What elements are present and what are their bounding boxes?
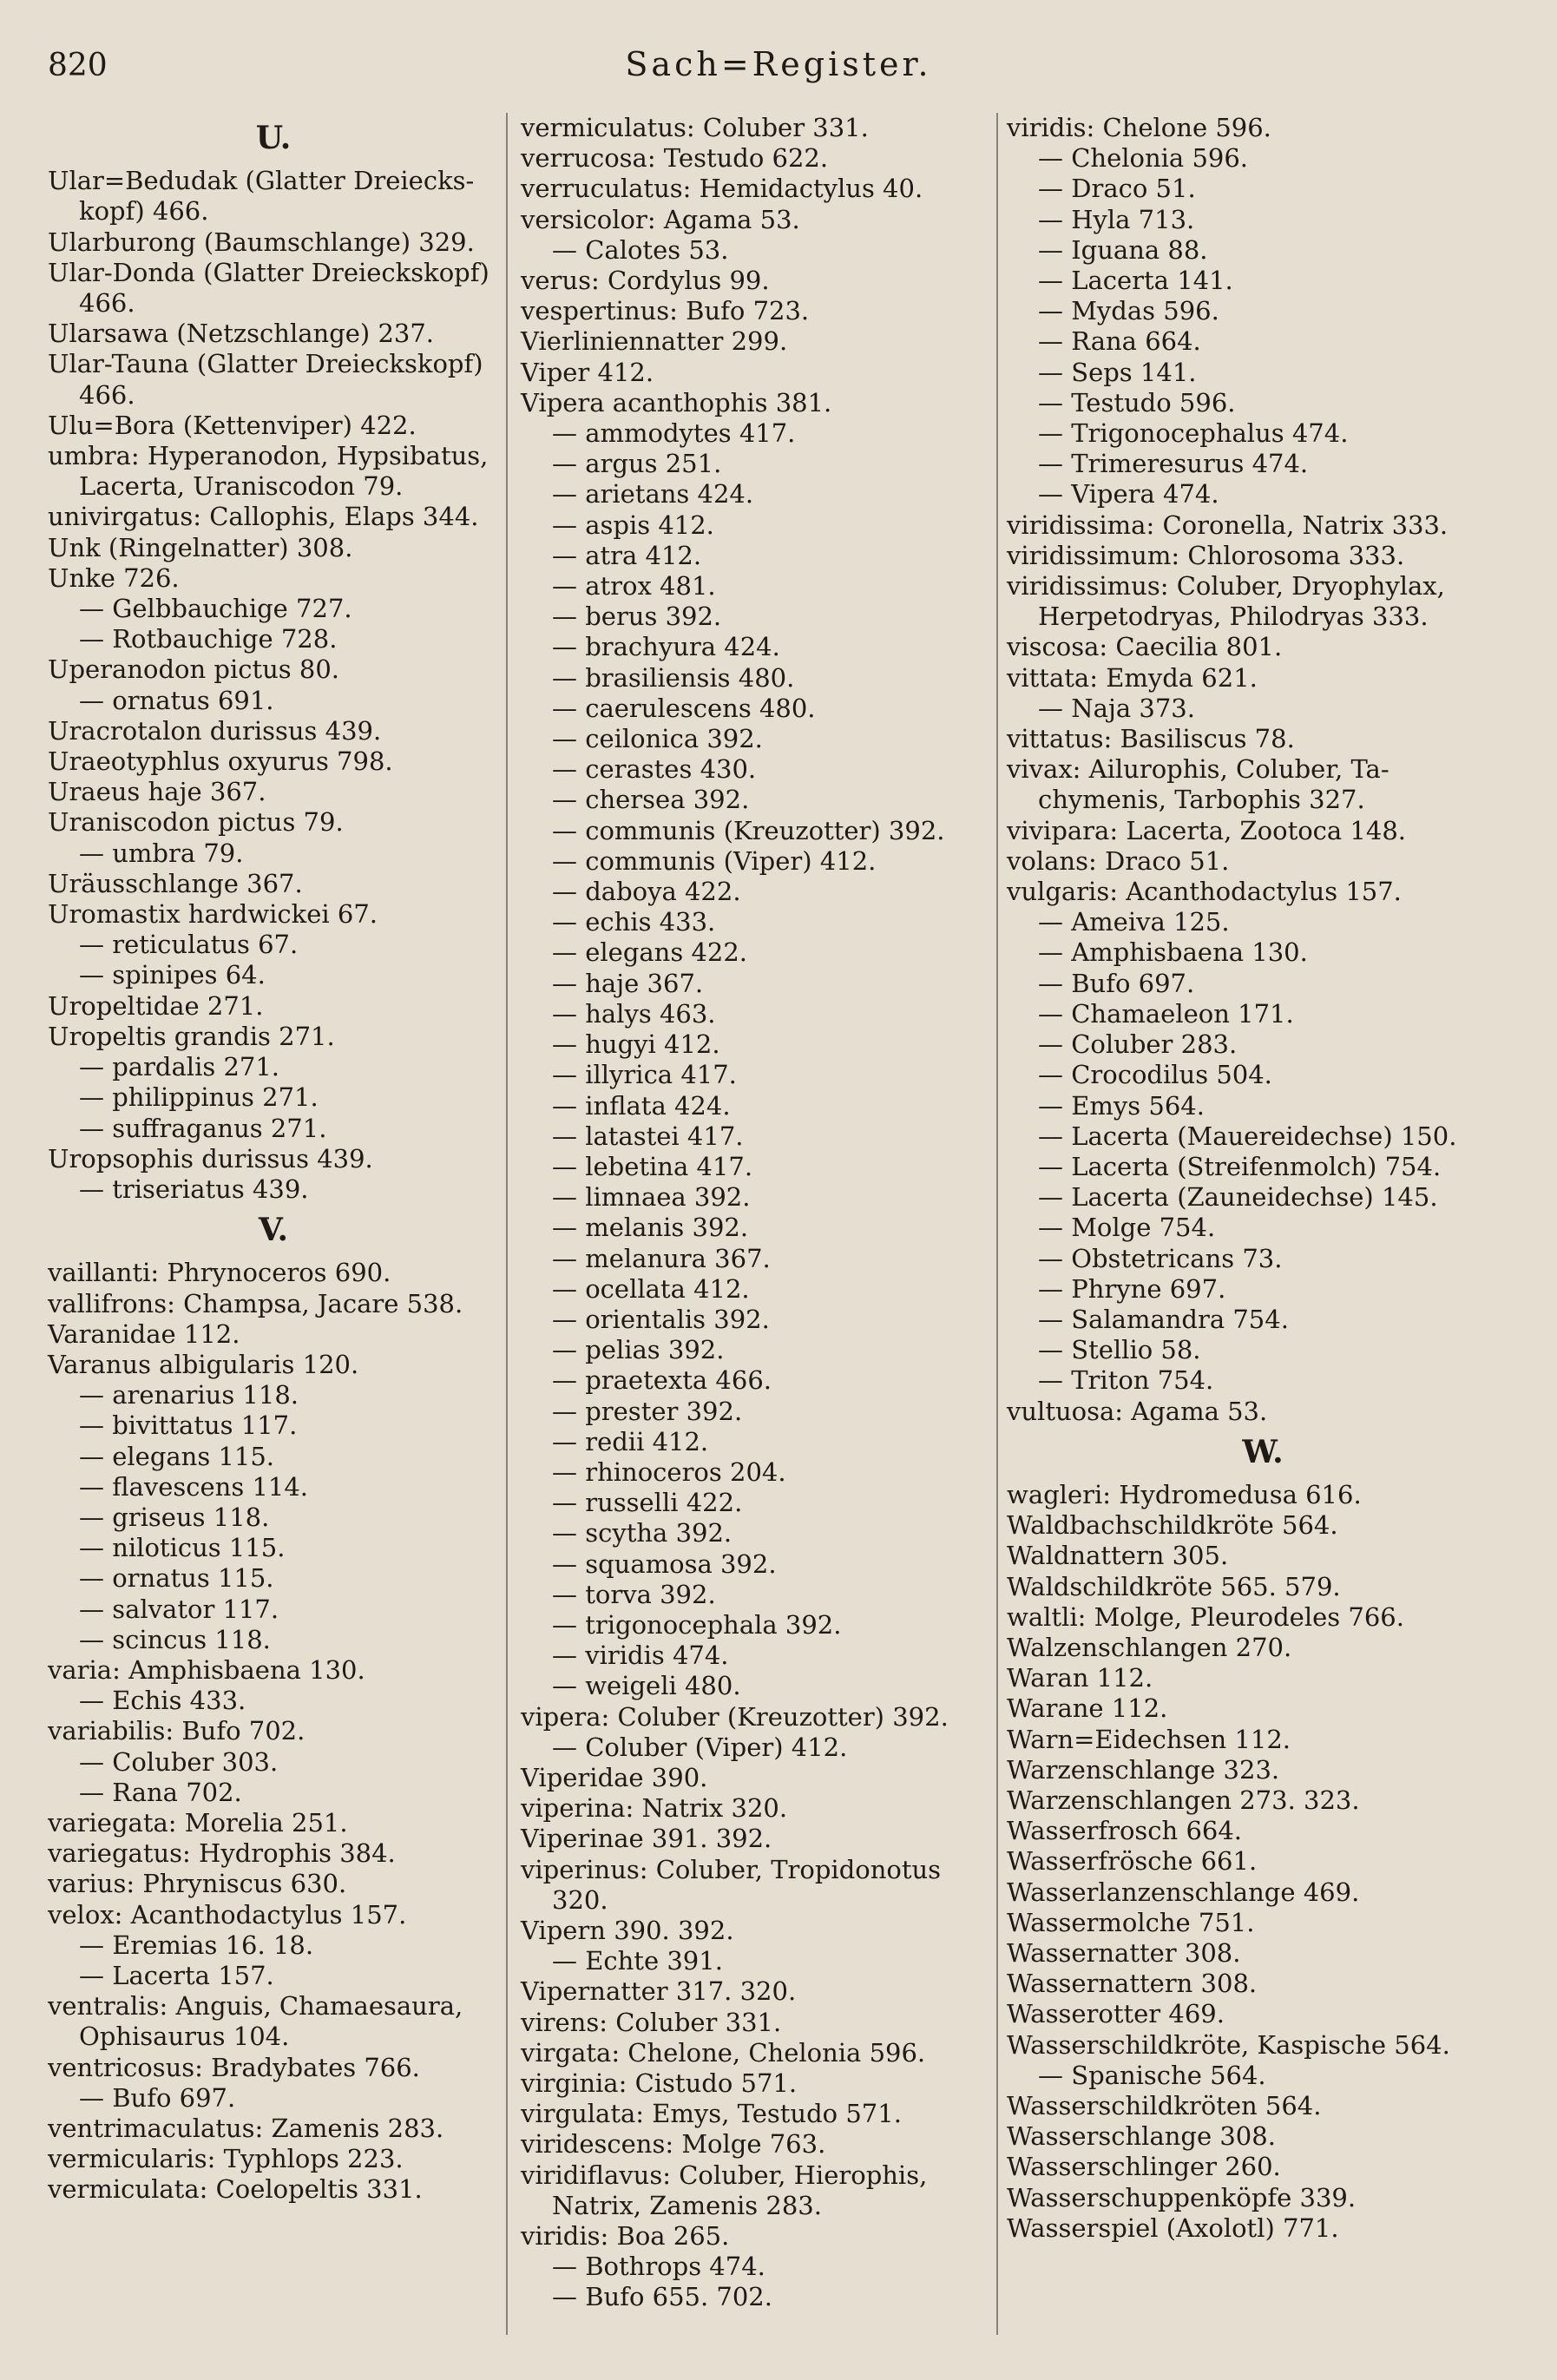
index-entry: — arietans 424. xyxy=(552,479,754,510)
index-entry: — ammodytes 417. xyxy=(552,418,796,449)
index-entry: variegatus: Hydrophis 384. xyxy=(48,1838,396,1869)
index-entry: — viridis 474. xyxy=(552,1640,729,1671)
index-entry: wagleri: Hydromedusa 616. xyxy=(1007,1479,1362,1509)
index-entry: — Echte 391. xyxy=(552,1946,723,1976)
index-entry: — Hyla 713. xyxy=(1038,204,1195,234)
running-title: Sach=Register. xyxy=(625,45,932,83)
index-entry: viridissimus: Coluber, Dryophylax, xyxy=(1007,571,1445,602)
index-entry: Wasserfrösche 661. xyxy=(1007,1846,1258,1877)
index-entry: vermicularis: Typhlops 223. xyxy=(48,2144,404,2174)
index-entry: vipera: Coluber (Kreuzotter) 392. xyxy=(521,1701,949,1732)
index-entry: Herpetodryas, Philodryas 333. xyxy=(1038,602,1429,632)
index-entry: — inflata 424. xyxy=(552,1090,731,1121)
index-entry: — trigonocephala 392. xyxy=(552,1609,842,1640)
index-entry: — halys 463. xyxy=(552,998,716,1029)
index-entry: Wasserotter 469. xyxy=(1007,1999,1225,2029)
index-entry: Wasserschuppenköpfe 339. xyxy=(1007,2182,1357,2212)
index-entry: virgata: Chelone, Chelonia 596. xyxy=(521,2037,926,2068)
index-entry: — suffraganus 271. xyxy=(79,1113,327,1143)
index-entry: Uräusschlange 367. xyxy=(48,868,303,898)
index-entry: — Lacerta (Zauneidechse) 145. xyxy=(1038,1182,1438,1213)
index-entry: vallifrons: Champsa, Jacare 538. xyxy=(48,1288,463,1318)
index-entry: vermiculatus: Coluber 331. xyxy=(521,113,869,142)
index-entry: — Iguana 88. xyxy=(1038,234,1208,265)
index-entry: Waldnattern 305. xyxy=(1007,1541,1229,1571)
index-entry: Unke 726. xyxy=(48,562,180,593)
index-entry: — Coluber 303. xyxy=(79,1746,279,1777)
index-entry: Unk (Ringelnatter) 308. xyxy=(48,532,353,562)
index-entry: — echis 433. xyxy=(552,907,716,937)
index-entry: Waldschildkröte 565. 579. xyxy=(1007,1571,1341,1601)
index-entry: ventralis: Anguis, Chamaesaura, xyxy=(48,1991,463,2022)
section-heading: W. xyxy=(1242,1433,1284,1470)
index-entry: viridissimum: Chlorosoma 333. xyxy=(1007,540,1405,570)
index-entry: — niloticus 115. xyxy=(79,1533,286,1563)
index-entry: — Lacerta (Streifenmolch) 754. xyxy=(1038,1151,1442,1181)
index-entry: — illyrica 417. xyxy=(552,1060,737,1090)
index-entry: viridis: Boa 265. xyxy=(521,2221,730,2252)
index-entry: — spinipes 64. xyxy=(79,960,266,990)
index-entry: — Rotbauchige 728. xyxy=(79,624,338,654)
index-entry: Ular-Donda (Glatter Dreieckskopf) xyxy=(48,257,489,287)
index-entry: — latastei 417. xyxy=(552,1121,744,1151)
index-entry: — Obstetricans 73. xyxy=(1038,1243,1283,1273)
index-entry: Warane 112. xyxy=(1007,1693,1168,1724)
index-entry: — pelias 392. xyxy=(552,1335,725,1365)
index-entry: — haje 367. xyxy=(552,968,704,998)
index-entry: — orientalis 392. xyxy=(552,1304,770,1334)
index-entry: — ornatus 115. xyxy=(79,1563,274,1594)
index-entry: — Trimeresurus 474. xyxy=(1038,449,1309,479)
index-entry: vaillanti: Phrynoceros 690. xyxy=(48,1258,391,1288)
index-entry: vespertinus: Bufo 723. xyxy=(521,296,810,326)
index-entry: Wasserlanzenschlange 469. xyxy=(1007,1877,1360,1907)
index-entry: — Spanische 564. xyxy=(1038,2060,1266,2090)
index-entry: Warzenschlangen 273. 323. xyxy=(1007,1785,1360,1815)
index-entry: — Bufo 655. 702. xyxy=(552,2282,772,2312)
index-entry: Ular-Tauna (Glatter Dreieckskopf) xyxy=(48,349,483,379)
index-entry: — Naja 373. xyxy=(1038,693,1195,723)
page-number: 820 xyxy=(48,48,108,83)
index-entry: — communis (Viper) 412. xyxy=(552,845,877,876)
index-entry: Uropeltidae 271. xyxy=(48,990,264,1021)
index-entry: — scytha 392. xyxy=(552,1518,733,1548)
index-entry: — daboya 422. xyxy=(552,877,741,907)
index-entry: — Seps 141. xyxy=(1038,357,1197,387)
index-entry: Ularsawa (Netzschlange) 237. xyxy=(48,319,435,349)
index-entry: umbra: Hyperanodon, Hypsibatus, xyxy=(48,441,489,471)
index-entry: — Bothrops 474. xyxy=(552,2252,765,2282)
index-entry: vulgaris: Acanthodactylus 157. xyxy=(1007,877,1402,907)
index-entry: — ornatus 691. xyxy=(79,685,274,715)
index-entry: — hugyi 412. xyxy=(552,1029,720,1060)
index-entry: Ophisaurus 104. xyxy=(79,2022,290,2052)
index-entry: — ocellata 412. xyxy=(552,1273,750,1304)
index-entry: — Mydas 596. xyxy=(1038,296,1219,326)
index-entry: 466. xyxy=(79,379,135,410)
index-entry: — brachyura 424. xyxy=(552,632,780,662)
index-entry: viridescens: Molge 763. xyxy=(521,2129,826,2160)
index-entry: versicolor: Agama 53. xyxy=(521,204,800,234)
index-entry: — Lacerta 141. xyxy=(1038,266,1233,296)
index-entry: varia: Amphisbaena 130. xyxy=(48,1654,365,1685)
index-entry: Lacerta, Uraniscodon 79. xyxy=(79,471,404,502)
index-entry: vermiculata: Coelopeltis 331. xyxy=(48,2174,423,2205)
index-entry: viridiflavus: Coluber, Hierophis, xyxy=(521,2160,928,2190)
index-entry: — elegans 422. xyxy=(552,937,748,968)
index-entry: — Amphisbaena 130. xyxy=(1038,937,1308,968)
index-entry: — arenarius 118. xyxy=(79,1380,299,1410)
index-entry: Vierliniennatter 299. xyxy=(521,326,788,357)
index-entry: — Gelbbauchige 727. xyxy=(79,594,352,624)
index-column-3 xyxy=(1007,113,1519,2244)
index-entry: Uraniscodon pictus 79. xyxy=(48,807,344,838)
index-entry: Viper 412. xyxy=(521,357,654,387)
index-entry: Varanidae 112. xyxy=(48,1318,240,1349)
index-entry: — Chamaeleon 171. xyxy=(1038,998,1294,1029)
index-entry: — weigeli 480. xyxy=(552,1671,741,1701)
index-entry: — salvator 117. xyxy=(79,1594,279,1624)
index-entry: volans: Draco 51. xyxy=(1007,845,1230,876)
index-entry: — russelli 422. xyxy=(552,1488,743,1518)
index-entry: Uracrotalon durissus 439. xyxy=(48,715,382,746)
index-entry: 320. xyxy=(552,1884,608,1915)
index-entry: Viperinae 391. 392. xyxy=(521,1824,772,1854)
index-entry: virgulata: Emys, Testudo 571. xyxy=(521,2099,902,2129)
index-entry: Uropsophis durissus 439. xyxy=(48,1143,373,1174)
index-entry: — ceilonica 392. xyxy=(552,724,763,754)
index-entry: Uropeltis grandis 271. xyxy=(48,1021,335,1051)
index-entry: — triseriatus 439. xyxy=(79,1174,309,1204)
index-entry: — aspis 412. xyxy=(552,510,714,540)
index-entry: vittatus: Basiliscus 78. xyxy=(1007,724,1295,754)
index-entry: Wasserschlinger 260. xyxy=(1007,2152,1281,2182)
index-entry: — Draco 51. xyxy=(1038,174,1196,204)
index-entry: Ulu=Bora (Kettenviper) 422. xyxy=(48,410,417,440)
index-entry: Uperanodon pictus 80. xyxy=(48,654,340,685)
index-entry: vultuosa: Agama 53. xyxy=(1007,1396,1268,1426)
index-entry: — Phryne 697. xyxy=(1038,1273,1226,1304)
index-entry: — squamosa 392. xyxy=(552,1548,777,1579)
index-entry: — Salamandra 754. xyxy=(1038,1304,1289,1334)
index-entry: — Rana 702. xyxy=(79,1777,242,1807)
index-entry: Varanus albigularis 120. xyxy=(48,1349,359,1379)
index-entry: — Crocodilus 504. xyxy=(1038,1060,1272,1090)
index-entry: variabilis: Bufo 702. xyxy=(48,1716,305,1746)
index-entry: verus: Cordylus 99. xyxy=(521,266,770,296)
index-entry: ventrimaculatus: Zamenis 283. xyxy=(48,2114,444,2143)
index-entry: — flavescens 114. xyxy=(79,1471,309,1502)
index-entry: Ular=Bedudak (Glatter Dreiecks- xyxy=(48,166,475,196)
index-entry: — umbra 79. xyxy=(79,838,244,868)
index-entry: Waldbachschildkröte 564. xyxy=(1007,1510,1338,1541)
index-entry: — rhinoceros 204. xyxy=(552,1456,786,1487)
index-entry: Walzenschlangen 270. xyxy=(1007,1632,1292,1662)
index-entry: verruculatus: Hemidactylus 40. xyxy=(521,174,923,204)
index-entry: — Bufo 697. xyxy=(1038,968,1195,998)
index-entry: virens: Coluber 331. xyxy=(521,2007,782,2037)
index-entry: — praetexta 466. xyxy=(552,1365,772,1396)
index-entry: — Calotes 53. xyxy=(552,234,729,265)
index-entry: viperinus: Coluber, Tropidonotus xyxy=(521,1854,942,1884)
index-entry: — Coluber 283. xyxy=(1038,1029,1238,1060)
index-entry: — Trigonocephalus 474. xyxy=(1038,418,1349,449)
index-entry: Viperidae 390. xyxy=(521,1762,708,1792)
index-entry: — philippinus 271. xyxy=(79,1082,319,1113)
index-entry: — Coluber (Viper) 412. xyxy=(552,1732,848,1762)
index-entry: Wasserschlange 308. xyxy=(1007,2121,1276,2152)
index-entry: chymenis, Tarbophis 327. xyxy=(1038,785,1365,815)
index-entry: Uromastix hardwickei 67. xyxy=(48,899,378,930)
index-entry: — Lacerta 157. xyxy=(79,1960,274,1990)
index-entry: varius: Phryniscus 630. xyxy=(48,1869,347,1899)
index-entry: univirgatus: Callophis, Elaps 344. xyxy=(48,502,479,532)
index-entry: virginia: Cistudo 571. xyxy=(521,2068,798,2098)
index-entry: — melanura 367. xyxy=(552,1243,771,1273)
index-entry: Wassernatter 308. xyxy=(1007,1937,1241,1968)
index-entry: 466. xyxy=(79,288,135,319)
index-entry: — berus 392. xyxy=(552,602,722,632)
index-entry: verrucosa: Testudo 622. xyxy=(521,143,829,174)
index-entry: — Emys 564. xyxy=(1038,1090,1205,1121)
index-entry: — scincus 118. xyxy=(79,1624,271,1654)
index-entry: — torva 392. xyxy=(552,1579,716,1609)
index-entry: Natrix, Zamenis 283. xyxy=(552,2190,822,2220)
index-entry: — Rana 664. xyxy=(1038,326,1201,357)
index-entry: — lebetina 417. xyxy=(552,1151,753,1181)
index-entry: — chersea 392. xyxy=(552,785,750,815)
index-entry: Vipera acanthophis 381. xyxy=(521,387,832,417)
index-entry: — Chelonia 596. xyxy=(1038,143,1249,174)
index-entry: variegata: Morelia 251. xyxy=(48,1807,348,1838)
index-entry: ventricosus: Bradybates 766. xyxy=(48,2052,420,2082)
index-entry: — redii 412. xyxy=(552,1426,709,1456)
index-entry: — caerulescens 480. xyxy=(552,693,816,723)
index-entry: kopf) 466. xyxy=(79,196,209,227)
index-entry: — melanis 392. xyxy=(552,1213,749,1243)
index-entry: vittata: Emyda 621. xyxy=(1007,662,1258,693)
index-entry: — reticulatus 67. xyxy=(79,930,299,960)
index-entry: Wasserfrosch 664. xyxy=(1007,1816,1243,1846)
index-entry: Warzenschlange 323. xyxy=(1007,1754,1280,1785)
index-entry: Uraeotyphlus oxyurus 798. xyxy=(48,746,393,777)
index-entry: — Bufo 697. xyxy=(79,2082,236,2113)
index-columns xyxy=(0,113,1557,2352)
index-entry: — limnaea 392. xyxy=(552,1182,751,1213)
index-entry: Wasserspiel (Axolotl) 771. xyxy=(1007,2212,1339,2243)
index-entry: Vipern 390. 392. xyxy=(521,1915,734,1945)
index-entry: Vipernatter 317. 320. xyxy=(521,1976,797,2007)
section-heading: V. xyxy=(258,1212,289,1249)
index-entry: — Testudo 596. xyxy=(1038,387,1236,417)
index-entry: — Triton 754. xyxy=(1038,1365,1214,1396)
index-entry: — prester 392. xyxy=(552,1396,743,1426)
index-entry: viridissima: Coronella, Natrix 333. xyxy=(1007,510,1449,540)
index-entry: Wassernattern 308. xyxy=(1007,1969,1258,1999)
index-entry: Uraeus haje 367. xyxy=(48,777,266,807)
index-entry: viperina: Natrix 320. xyxy=(521,1793,788,1824)
index-entry: — atra 412. xyxy=(552,540,702,570)
index-entry: — cerastes 430. xyxy=(552,754,757,785)
index-entry: vivax: Ailurophis, Coluber, Ta- xyxy=(1007,754,1389,785)
index-entry: — Eremias 16. 18. xyxy=(79,1930,314,1960)
index-entry: — Ameiva 125. xyxy=(1038,907,1230,937)
index-entry: — atrox 481. xyxy=(552,571,716,602)
index-entry: — Lacerta (Mauereidechse) 150. xyxy=(1038,1121,1457,1151)
index-entry: Ularburong (Baumschlange) 329. xyxy=(48,227,475,257)
index-entry: Wasserschildkröten 564. xyxy=(1007,2091,1322,2120)
index-entry: — griseus 118. xyxy=(79,1502,270,1532)
index-entry: vivipara: Lacerta, Zootoca 148. xyxy=(1007,815,1407,845)
index-column-2 xyxy=(521,113,989,2313)
index-entry: — Vipera 474. xyxy=(1038,479,1219,510)
index-entry: Waran 112. xyxy=(1007,1663,1153,1693)
index-entry: Warn=Eidechsen 112. xyxy=(1007,1724,1291,1754)
index-entry: — elegans 115. xyxy=(79,1441,275,1471)
index-entry: — communis (Kreuzotter) 392. xyxy=(552,815,945,845)
index-entry: — bivittatus 117. xyxy=(79,1410,298,1441)
index-entry: — Echis 433. xyxy=(79,1686,246,1716)
index-entry: — argus 251. xyxy=(552,449,722,479)
index-entry: velox: Acanthodactylus 157. xyxy=(48,1899,407,1930)
index-entry: waltli: Molge, Pleurodeles 766. xyxy=(1007,1601,1404,1632)
index-entry: Wassermolche 751. xyxy=(1007,1907,1255,1937)
section-heading: U. xyxy=(255,120,292,156)
index-entry: — Stellio 58. xyxy=(1038,1335,1201,1365)
index-column-1 xyxy=(48,113,499,2206)
index-entry: Wasserschildkröte, Kaspische 564. xyxy=(1007,2029,1450,2060)
index-entry: — pardalis 271. xyxy=(79,1052,280,1082)
index-entry: — brasiliensis 480. xyxy=(552,662,795,693)
index-entry: viscosa: Caecilia 801. xyxy=(1007,632,1283,662)
index-entry: — Molge 754. xyxy=(1038,1213,1216,1243)
index-entry: viridis: Chelone 596. xyxy=(1007,113,1271,142)
